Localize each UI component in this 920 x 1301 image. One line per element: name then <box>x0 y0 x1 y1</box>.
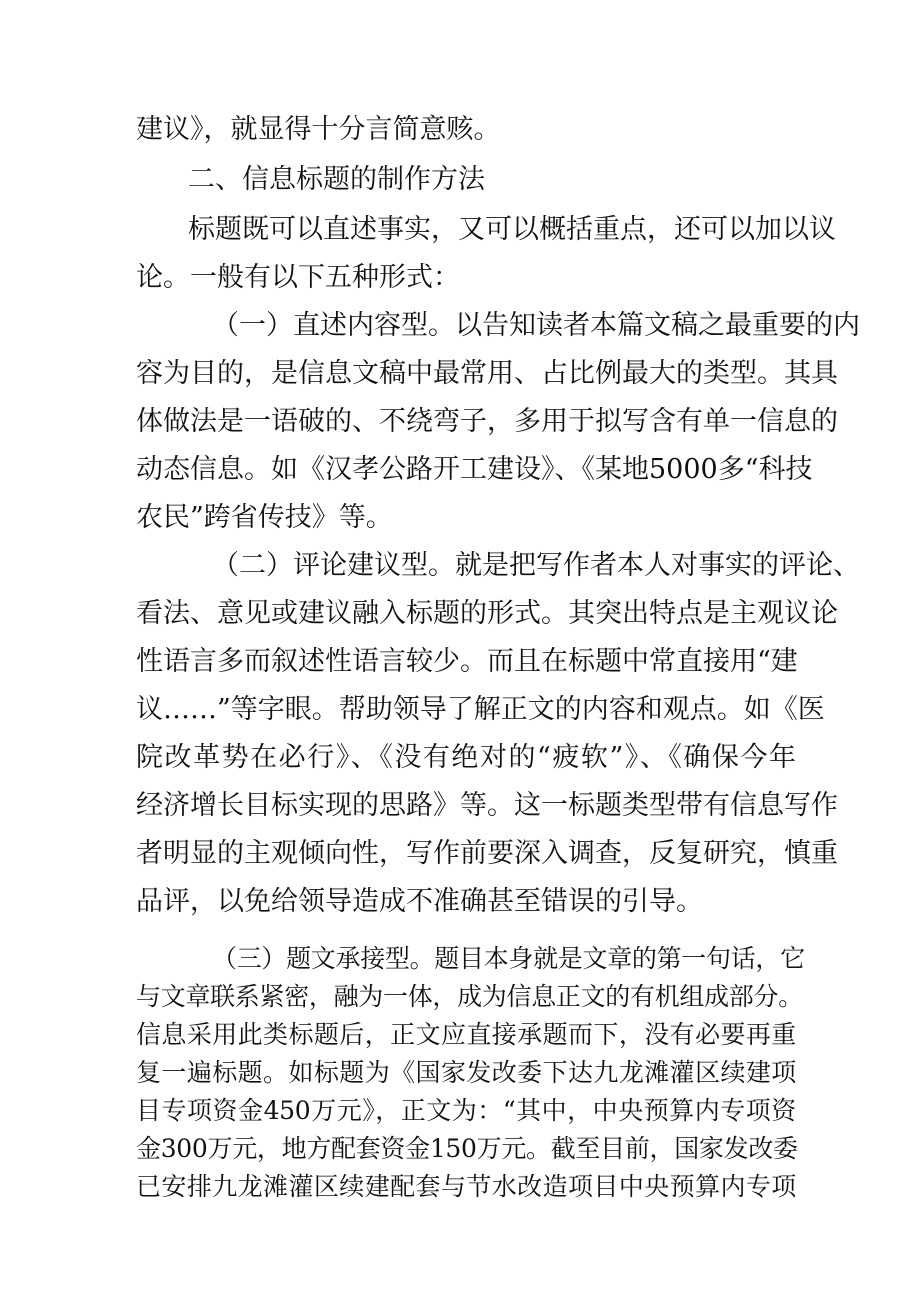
paragraph-line: 院改革势在必行》、《没有绝对的“疲软”》、《确保今年 <box>136 742 796 773</box>
paragraph-line: 已安排九龙滩灌区续建配套与节水改造项目中央预算内专项 <box>136 1172 796 1201</box>
paragraph-line: 复一遍标题。如标题为《国家发改委下达九龙滩灌区续建项 <box>136 1058 796 1087</box>
paragraph-line: 体做法是一语破的、不绕弯子，多用于拟写含有单一信息的 <box>136 406 838 437</box>
paragraph-line: 看法、意见或建议融入标题的形式。其突出特点是主观议论 <box>136 598 838 629</box>
paragraph-line: 品评，以免给领导造成不准确甚至错误的引导。 <box>136 886 703 917</box>
paragraph-line: 与文章联系紧密，融为一体，成为信息正文的有机组成部分。 <box>136 982 803 1011</box>
paragraph-line: 容为目的，是信息文稿中最常用、占比例最大的类型。其具 <box>136 358 838 389</box>
paragraph-line: （二）评论建议型。就是把写作者本人对事实的评论、 <box>212 550 860 581</box>
paragraph-line: 建议》，就显得十分言简意赅。 <box>136 114 501 145</box>
paragraph-line: 目专项资金450万元》，正文为：“其中，中央预算内专项资 <box>136 1096 796 1125</box>
paragraph-line: 者明显的主观倾向性，写作前要深入调查，反复研究，慎重 <box>136 838 838 869</box>
paragraph-line: 动态信息。如《汉孝公路开工建设》、《某地5000多“科技 <box>136 454 813 485</box>
paragraph-line: （一）直述内容型。以告知读者本篇文稿之最重要的内 <box>212 310 860 341</box>
paragraph-line: 议……”等字眼。帮助领导了解正文的内容和观点。如《医 <box>136 694 825 725</box>
paragraph-line: 金300万元，地方配套资金150万元。截至目前，国家发改委 <box>136 1134 798 1163</box>
section-heading: 二、信息标题的制作方法 <box>188 164 485 195</box>
paragraph-line: 性语言多而叙述性语言较少。而且在标题中常直接用“建 <box>136 646 798 677</box>
paragraph-line: 农民”跨省传技》等。 <box>136 502 393 533</box>
paragraph-line: 经济增长目标实现的思路》等。这一标题类型带有信息写作 <box>136 790 838 821</box>
paragraph-line: 标题既可以直述事实，又可以概括重点，还可以加以议 <box>188 214 836 245</box>
paragraph-line: 信息采用此类标题后，正文应直接承题而下，没有必要再重 <box>136 1020 796 1049</box>
paragraph-line: 论。一般有以下五种形式： <box>136 262 460 293</box>
paragraph-line: （三）题文承接型。题目本身就是文章的第一句话，它 <box>212 944 805 973</box>
